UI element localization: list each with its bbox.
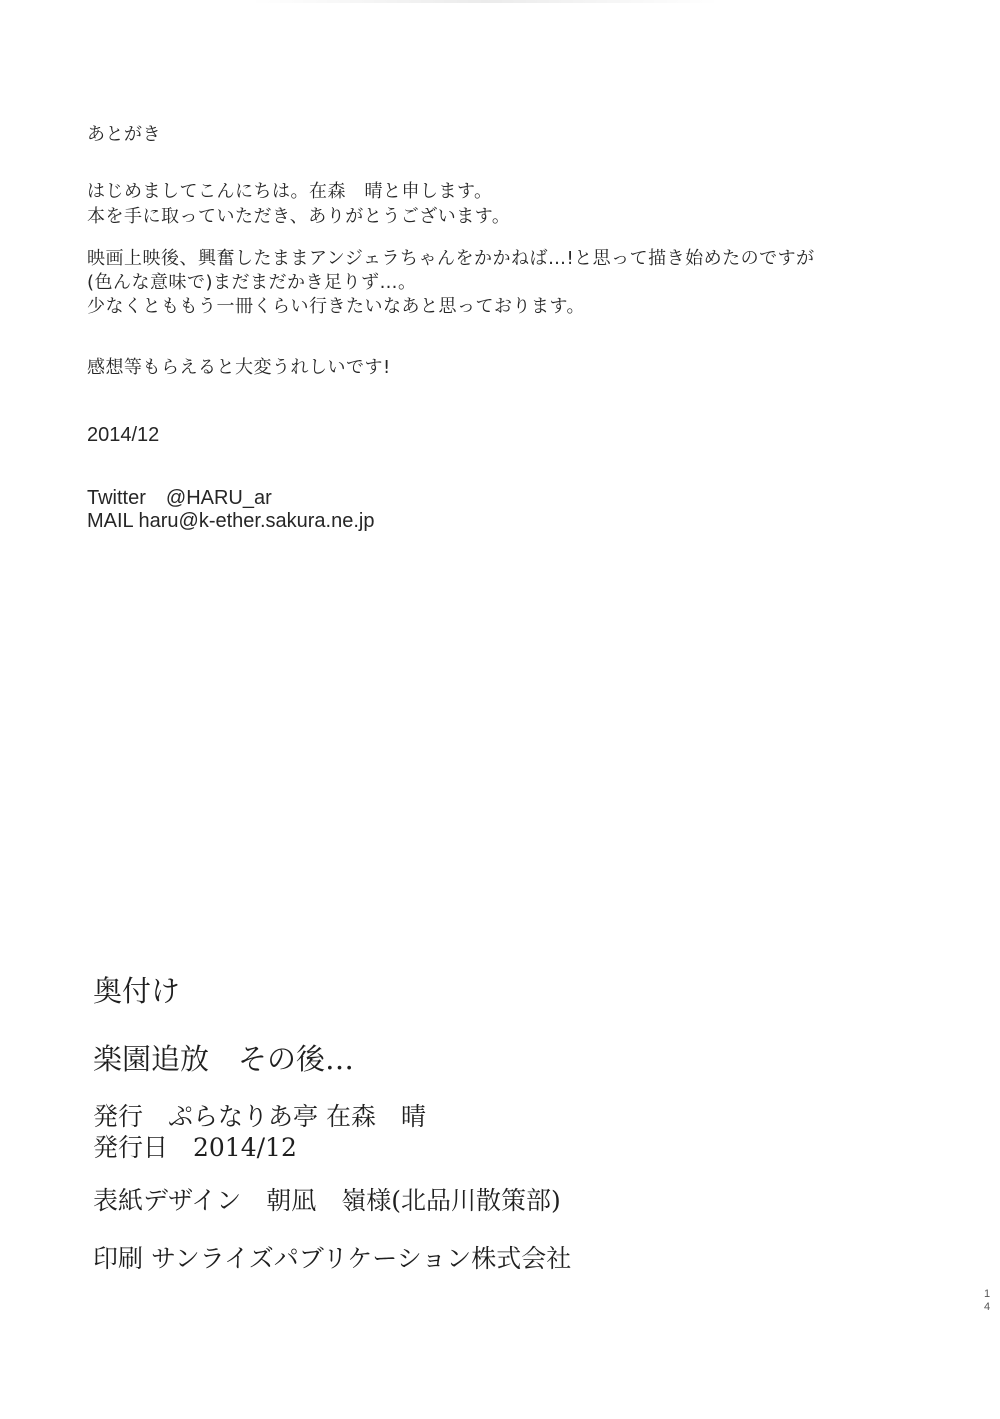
afterword-date: 2014/12: [87, 424, 160, 446]
page-number: 1 4: [983, 1288, 991, 1313]
book-title: 楽園追放 その後…: [93, 1042, 355, 1076]
mail-address: MAIL haru@k-ether.sakura.ne.jp: [87, 510, 375, 532]
afterword-p2-line3: 少なくとももう一冊くらい行きたいなあと思っております。: [87, 296, 586, 317]
printing-credit: 印刷 サンライズパブリケーション株式会社: [93, 1244, 572, 1273]
scan-edge-artifact: [250, 0, 720, 3]
cover-design-credit: 表紙デザイン 朝凪 嶺様(北品川散策部): [93, 1186, 561, 1215]
publish-date: 発行日 2014/12: [93, 1133, 297, 1162]
afterword-p1-line1: はじめましてこんにちは。在森 晴と申します。: [87, 181, 493, 202]
afterword-p3: 感想等もらえると大変うれしいです!: [87, 357, 391, 378]
twitter-handle: Twitter @HARU_ar: [87, 487, 272, 509]
afterword-p2-line2: (色んな意味で)まだまだかき足りず…。: [87, 272, 417, 293]
publisher: 発行 ぷらなりあ亭 在森 晴: [93, 1102, 426, 1131]
afterword-p2-line1: 映画上映後、興奮したままアンジェラちゃんをかかねば…!と思って描き始めたのですが: [87, 248, 815, 269]
afterword-heading: あとがき: [87, 124, 161, 145]
afterword-p1-line2: 本を手に取っていただき、ありがとうございます。: [87, 206, 511, 227]
colophon-heading: 奥付け: [93, 974, 181, 1008]
